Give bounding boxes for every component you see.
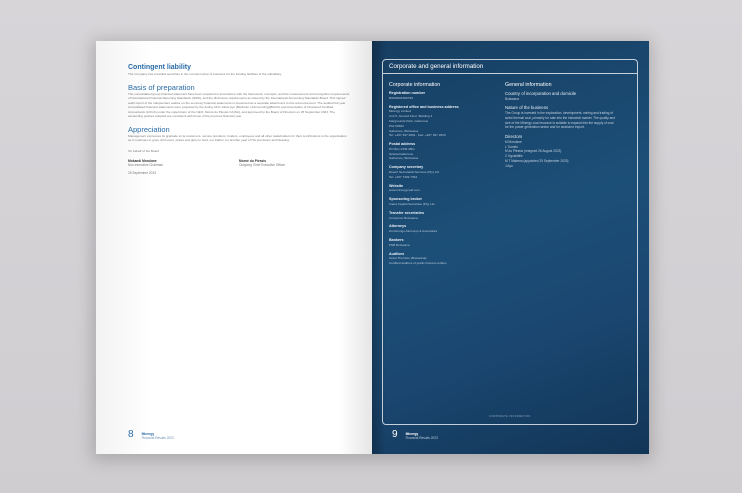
info-value: Armstrongs Attorneys & Associates [389,229,438,234]
basis-section [128,83,350,119]
corporate-info-item [389,165,495,179]
signatory [128,159,239,167]
footer-title: Minergy [141,432,155,436]
info-label: Bankers [389,238,404,242]
director-name: L Tumelo [505,144,518,149]
info-value: Sebele/Gaborone [389,151,414,156]
footer-subtitle: Financial Results 2023 [405,436,438,440]
appreciation-heading: Appreciation [128,124,170,134]
signatory-role: Non-executive Chairman [128,163,164,168]
info-value: PO Box 2336 ABG [389,146,415,151]
info-value: Desert Secretarial Services (Pty) Ltd [389,170,440,175]
directors-item [505,134,615,168]
country-value: Botswana [505,96,519,101]
left-page [96,41,372,454]
contingent-section [128,64,350,77]
director-name: M T Malema (appointed 25 September 2023) [505,158,569,163]
corporate-info-item [389,197,495,207]
nature-item [505,105,615,130]
basis-text: The consolidated group financial statement have been prepared in accordance with the framework, concepts, and the measurement and recognition requirements of International Financial Reporting Standards (IFRS), and the disclosure requirements as issued by the International Accounting Standards Board. This signed audit report of the independent auditor on the summary financial statements is presented as a separate attachment to this announcement. The audited full year consolidated financial statements were prepared by the Acting CFO Julius Ayo (Bachelor of Accounting)(BACC) and Association of Chartered Certified Accountants (ACCA) under the supervision of the CEO, Morné du Plessis CA(SA), and approved by the Board of Directors on 25 September 2023. The accounting policies adopted are consistent with those of the previous financial year. [128,91,350,119]
basis-heading: Basis of preparation [128,82,195,92]
signatory-name: Morné du Plessis [239,159,267,164]
info-value: www.minergycoal.com [389,188,420,193]
info-frame [382,59,638,425]
country-item [505,91,615,101]
signatory [239,159,350,167]
director-name: M Morulane [505,139,522,144]
corporate-info-item [389,91,495,101]
info-value: Tel: +267 7329 7094 [389,174,418,179]
corporate-info-item [389,211,495,221]
contingent-text: The Company has provided securities in the normal course of business for the funding facilities of the subsidiary. [128,72,282,77]
directors-label: Directors [505,134,523,140]
info-label: Auditors [389,251,405,256]
info-label: Registered office and business address [389,104,459,109]
left-footer [128,430,174,440]
frame-footnote: CORPORATE INFORMATION [489,416,531,418]
info-value: Plot 50362 [389,123,404,128]
nature-label: Nature of the business [505,105,548,111]
info-label: Attorneys [389,224,407,229]
info-label: Transfer secretaries [389,210,425,215]
corporate-info-item [389,184,495,194]
info-value: Tel: +267 397 2891 , Fax: +267 397 2933 [389,133,446,138]
column-heading: Corporate information [389,82,441,88]
page-title: Corporate and general information [383,60,637,74]
info-value: Minergy Limited [389,109,411,114]
info-label: Website [389,183,404,188]
appreciation-section [128,125,350,143]
directors-list [505,140,615,169]
info-value: Imara Capital Securities (Pty) Ltd [389,202,435,207]
info-value: Certified auditors of public interest entities [389,261,447,266]
info-value: Gaborone, Botswana [389,128,419,133]
info-columns [389,82,615,270]
right-footer [392,430,438,440]
corporate-info-item [389,252,495,266]
info-label: Postal address [389,142,416,147]
right-page [372,41,649,454]
corporate-info-column [389,82,495,270]
signatory-role: Outgoing Chief Executive Officer [239,163,286,168]
corporate-info-item [389,142,495,161]
info-value: Grant Thornton (Botswana) [389,256,427,261]
director-name: C Kgosiditile [505,154,523,159]
corporate-info-list [389,91,495,266]
info-value: Unit 5, Ground Floor, Building 3 [389,114,433,119]
director-name: M du Plessis (resigned 26 August 2023) [505,149,562,154]
on-behalf-text: On behalf of the Board [128,148,160,153]
open-booklet [96,41,649,454]
country-label: Country of incorporation and domicile [505,91,577,96]
contingent-heading: Contingent liability [128,64,191,71]
sign-date: 25 September 2023 [128,171,156,176]
info-value: BW00001566799 [389,95,413,100]
nature-text: The Group is invested in the exploration, development, mining and trading of sized thermal coal, primarily for sale into the industrial market. The quality and size of the Minergy coal resource is suitable to expand into the supply of coal for the power generation sector and for seaborne export. [505,110,615,130]
corporate-info-item [389,224,495,234]
info-label: Sponsoring broker [389,197,422,202]
column-heading: General information [505,82,552,88]
appreciation-text: Management expresses its gratitude to its customers, service providers, funders, employees and all other stakeholders for their contributions to the organisation as it continues to grow. All honour, praise and glory to God, our Father, for another year of His provisions and blessing. [128,133,347,143]
info-value: Fairgrounds Park, Gaborone [389,118,429,123]
page-number: 9 [392,429,398,440]
footer-subtitle: Financial Results 2023 [141,436,174,440]
info-value: FNB Botswana [389,242,410,247]
info-value: Corpserve Botswana [389,215,418,220]
corporate-info-item [389,105,495,139]
info-label: Registration number [389,91,426,95]
director-name: J Ayo [505,163,513,168]
page-number: 8 [128,429,134,440]
corporate-info-item [389,238,495,248]
info-value: Gaborone, Botswana [389,156,419,161]
footer-title: Minergy [405,432,419,436]
general-info-column [505,82,615,270]
signatory-name: Mokaedi Morulane [128,159,157,164]
signatories [128,159,350,167]
info-label: Company secretary [389,165,424,170]
